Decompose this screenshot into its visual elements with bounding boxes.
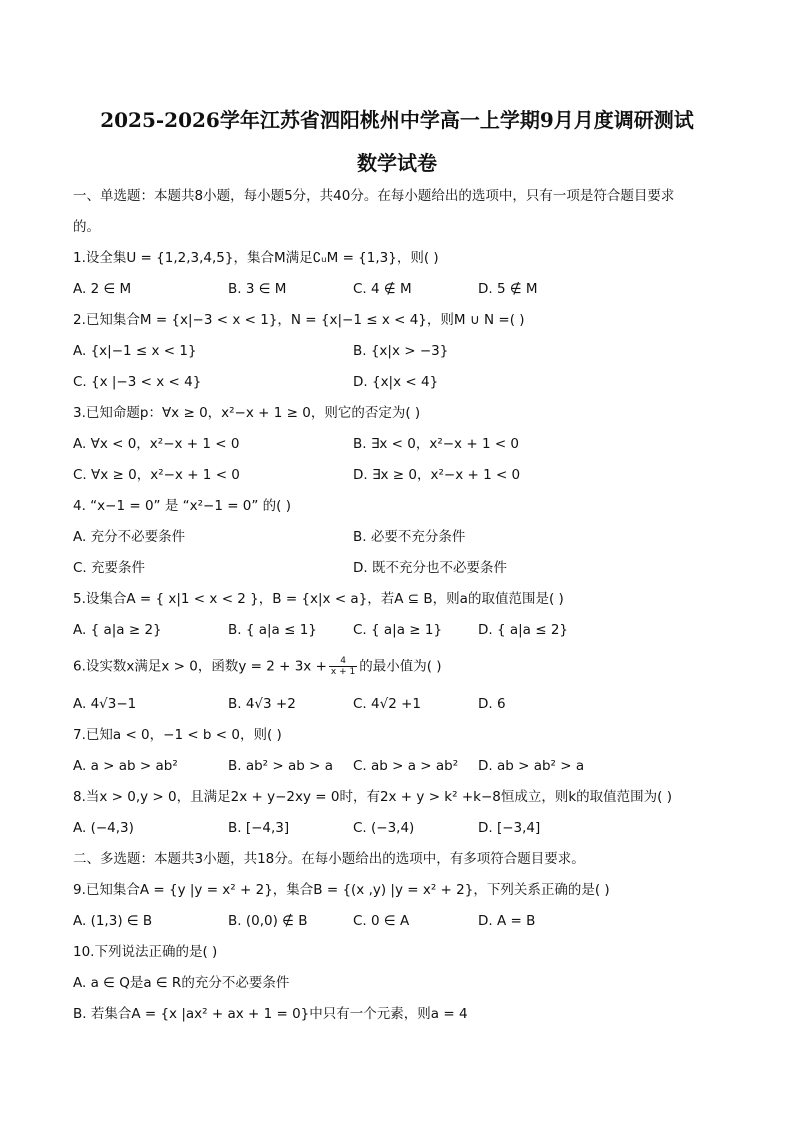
section-heading-continuation: 的。 bbox=[73, 219, 100, 235]
question-2-stem: 2.已知集合M = {x|−3 < x < 1}，N = {x|−1 ≤ x < 4}，则M ∪ N =( ) bbox=[73, 312, 525, 328]
question-3-option-d: D. ∃x ≥ 0，x²−x + 1 < 0 bbox=[353, 467, 521, 483]
question-3-option-c: C. ∀x ≥ 0，x²−x + 1 < 0 bbox=[73, 467, 240, 483]
question-1-option-c: C. 4 ∉ M bbox=[353, 281, 412, 297]
question-5-option-c: C. { a|a ≥ 1} bbox=[353, 622, 443, 638]
question-4-option-a: A. 充分不必要条件 bbox=[73, 529, 186, 545]
exam-subtitle: 数学试卷 bbox=[357, 151, 437, 175]
fraction-denominator: x + 1 bbox=[330, 667, 356, 677]
question-9-option-b: B. (0,0) ∉ B bbox=[228, 913, 308, 929]
question-1-option-d: D. 5 ∉ M bbox=[478, 281, 538, 297]
question-6-stem-pre: 6.设实数x满足x > 0，函数y = 2 + 3x + bbox=[73, 658, 327, 675]
question-8-option-c: C. (−3,4) bbox=[353, 820, 415, 836]
question-7-option-d: D. ab > ab² > a bbox=[478, 758, 585, 774]
question-1-stem: 1.设全集U = {1,2,3,4,5}，集合M满足∁ᵤM = {1,3}，则( ) bbox=[73, 250, 439, 266]
section-heading-multiple-choice: 二、多选题：本题共3小题，共18分。在每小题给出的选项中，有多项符合题目要求。 bbox=[73, 851, 585, 867]
question-5-option-a: A. { a|a ≥ 2} bbox=[73, 622, 162, 638]
question-9-stem: 9.已知集合A = {y |y = x² + 2}，集合B = {(x ,y) |y = x² + 2}，下列关系正确的是( ) bbox=[73, 882, 610, 898]
question-3-option-a: A. ∀x < 0，x²−x + 1 < 0 bbox=[73, 436, 240, 452]
question-2-option-d: D. {x|x < 4} bbox=[353, 374, 439, 390]
question-1-option-b: B. 3 ∈ M bbox=[228, 281, 287, 297]
question-8-option-b: B. [−4,3] bbox=[228, 820, 290, 836]
question-6-option-d: D. 6 bbox=[478, 696, 506, 712]
question-6-stem-post: 的最小值为( ) bbox=[359, 658, 442, 675]
question-10-option-b: B. 若集合A = {x |ax² + ax + 1 = 0}中只有一个元素，则a = 4 bbox=[73, 1006, 468, 1022]
question-4-stem: 4. “x−1 = 0” 是 “x²−1 = 0” 的( ) bbox=[73, 498, 292, 514]
question-7-option-a: A. a > ab > ab² bbox=[73, 758, 178, 774]
question-2-option-c: C. {x |−3 < x < 4} bbox=[73, 374, 202, 390]
question-6-option-b: B. 4√3 +2 bbox=[228, 696, 296, 712]
question-4-option-d: D. 既不充分也不必要条件 bbox=[353, 560, 507, 576]
question-10-option-a: A. a ∈ Q是a ∈ R的充分不必要条件 bbox=[73, 975, 290, 991]
section-heading-single-choice: 一、单选题：本题共8小题，每小题5分，共40分。在每小题给出的选项中，只有一项是符合题目要求 bbox=[73, 188, 675, 204]
question-7-option-b: B. ab² > ab > a bbox=[228, 758, 334, 774]
question-4-option-b: B. 必要不充分条件 bbox=[353, 529, 466, 545]
question-8-stem: 8.当x > 0,y > 0，且满足2x + y−2xy = 0时，有2x + y > k² +k−8恒成立，则k的取值范围为( ) bbox=[73, 789, 672, 805]
question-5-stem: 5.设集合A = { x|1 < x < 2 }，B = {x|x < a}，若A ⊆ B，则a的取值范围是( ) bbox=[73, 591, 564, 607]
question-9-option-c: C. 0 ∈ A bbox=[353, 913, 410, 929]
question-3-stem: 3.已知命题p：∀x ≥ 0，x²−x + 1 ≥ 0，则它的否定为( ) bbox=[73, 405, 421, 421]
question-8-option-d: D. [−3,4] bbox=[478, 820, 541, 836]
question-2-option-b: B. {x|x > −3} bbox=[353, 343, 449, 359]
question-1-option-a: A. 2 ∈ M bbox=[73, 281, 132, 297]
question-6-option-a: A. 4√3−1 bbox=[73, 696, 137, 712]
question-9-option-d: D. A = B bbox=[478, 913, 536, 929]
question-7-option-c: C. ab > a > ab² bbox=[353, 758, 459, 774]
question-2-option-a: A. {x|−1 ≤ x < 1} bbox=[73, 343, 197, 359]
question-4-option-c: C. 充要条件 bbox=[73, 560, 146, 576]
question-3-option-b: B. ∃x < 0，x²−x + 1 < 0 bbox=[353, 436, 520, 452]
question-6-stem bbox=[73, 656, 442, 677]
question-9-option-a: A. (1,3) ∈ B bbox=[73, 913, 153, 929]
question-6-option-c: C. 4√2 +1 bbox=[353, 696, 421, 712]
question-10-stem: 10.下列说法正确的是( ) bbox=[73, 944, 218, 960]
question-8-option-a: A. (−4,3) bbox=[73, 820, 134, 836]
question-6-fraction bbox=[329, 656, 357, 677]
question-7-stem: 7.已知a < 0，−1 < b < 0，则( ) bbox=[73, 727, 282, 743]
question-5-option-b: B. { a|a ≤ 1} bbox=[228, 622, 317, 638]
exam-title: 2025-2026学年江苏省泗阳桃州中学高一上学期9月月度调研测试 bbox=[100, 108, 694, 132]
fraction-numerator: 4 bbox=[329, 656, 357, 667]
question-5-option-d: D. { a|a ≤ 2} bbox=[478, 622, 569, 638]
